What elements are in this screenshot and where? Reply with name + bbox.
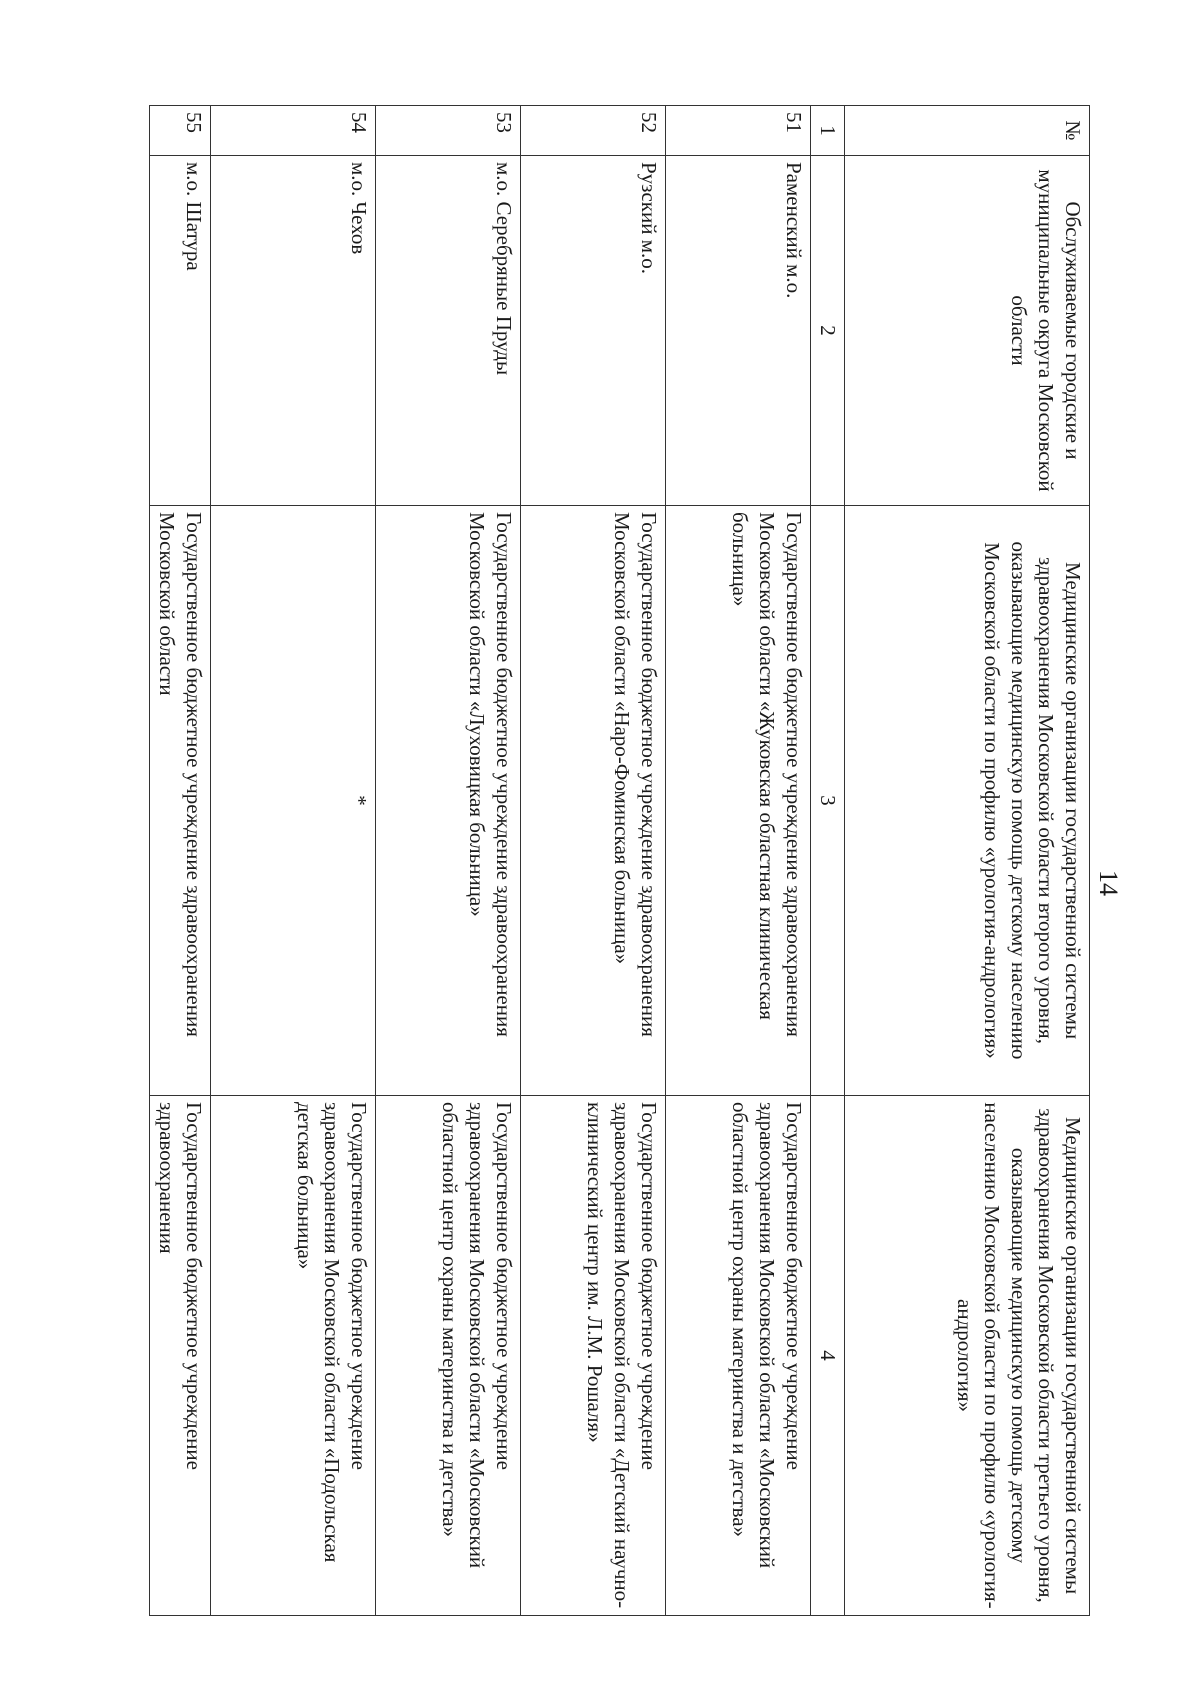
row-third-level: Государственное бюджетное учреждение здравоохранения Московской области «Подольская детская больница» bbox=[211, 1096, 376, 1616]
row-number: 51 bbox=[666, 106, 811, 156]
rotated-table-container bbox=[120, 105, 1090, 1615]
row-second-level: Государственное бюджетное учреждение здравоохранения Московской области bbox=[150, 506, 211, 1096]
row-third-level: Государственное бюджетное учреждение здравоохранения bbox=[150, 1096, 211, 1616]
table-row bbox=[150, 106, 211, 1616]
table-row bbox=[376, 106, 521, 1616]
table-row bbox=[666, 106, 811, 1616]
row-number: 54 bbox=[211, 106, 376, 156]
header-second-level: Медицинские организации государственной системы здравоохранения Московской области второго уровня, оказывающие медицинскую помощь детскому населению Московской области по профилю «урология-андрология» bbox=[845, 506, 1090, 1096]
row-district: м.о. Шатура bbox=[150, 156, 211, 506]
column-numbers-row bbox=[811, 106, 845, 1616]
row-third-level: Государственное бюджетное учреждение здравоохранения Московской области «Московский областной центр охраны материнства и детства» bbox=[376, 1096, 521, 1616]
table-header-row bbox=[845, 106, 1090, 1616]
header-districts: Обслуживаемые городские и муниципальные округа Московской области bbox=[845, 156, 1090, 506]
row-second-level: Государственное бюджетное учреждение здравоохранения Московской области «Луховицкая больница» bbox=[376, 506, 521, 1096]
row-third-level: Государственное бюджетное учреждение здравоохранения Московской области «Детский научно-клинический центр им. Л.М. Рошаля» bbox=[521, 1096, 666, 1616]
row-second-level: Государственное бюджетное учреждение здравоохранения Московской области «Наро-Фоминская больница» bbox=[521, 506, 666, 1096]
page-number: 14 bbox=[1094, 870, 1123, 896]
row-district: м.о. Чехов bbox=[211, 156, 376, 506]
column-number: 1 bbox=[811, 106, 845, 156]
column-number: 3 bbox=[811, 506, 845, 1096]
row-second-level-none: * bbox=[211, 506, 376, 1096]
table-row bbox=[211, 106, 376, 1616]
header-number: № bbox=[845, 106, 1090, 156]
row-number: 55 bbox=[150, 106, 211, 156]
header-third-level: Медицинские организации государственной системы здравоохранения Московской области третьего уровня, оказывающие медицинскую помощь детскому населению Московской области по профилю «урология-андрология» bbox=[845, 1096, 1090, 1616]
row-district: Рузский м.о. bbox=[521, 156, 666, 506]
column-number: 4 bbox=[811, 1096, 845, 1616]
row-third-level: Государственное бюджетное учреждение здравоохранения Московской области «Московский областной центр охраны материнства и детства» bbox=[666, 1096, 811, 1616]
districts-table bbox=[149, 105, 1090, 1616]
row-number: 52 bbox=[521, 106, 666, 156]
column-number: 2 bbox=[811, 156, 845, 506]
row-district: м.о. Серебряные Пруды bbox=[376, 156, 521, 506]
table-row bbox=[521, 106, 666, 1616]
row-second-level: Государственное бюджетное учреждение здравоохранения Московской области «Жуковская областная клиническая больница» bbox=[666, 506, 811, 1096]
row-district: Раменский м.о. bbox=[666, 156, 811, 506]
row-number: 53 bbox=[376, 106, 521, 156]
